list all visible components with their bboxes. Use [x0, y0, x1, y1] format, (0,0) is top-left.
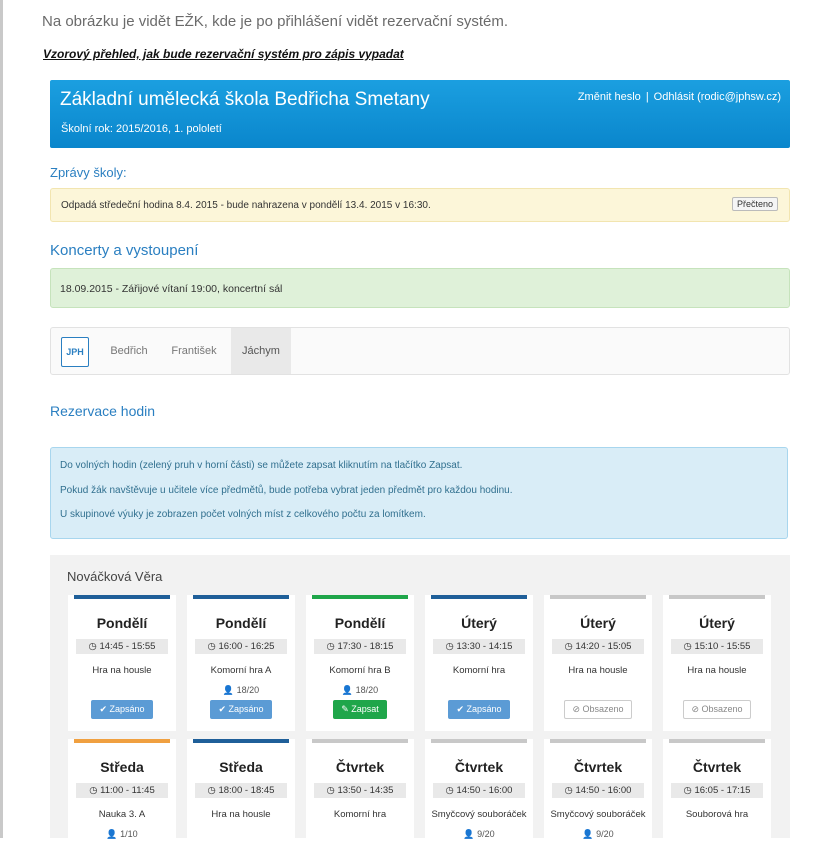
slot-capacity-value: 1/10: [120, 829, 138, 839]
booked-button[interactable]: [210, 700, 271, 719]
slot-time: [552, 783, 644, 798]
slot-time-value: 14:45 - 15:55: [99, 641, 156, 652]
slot-status-bar: [669, 739, 765, 743]
book-button[interactable]: [333, 700, 387, 719]
slot-status-bar: [74, 739, 170, 743]
slot-subject: Hra na housle: [211, 809, 271, 820]
slot-time: [195, 783, 287, 798]
slot-subject: Smyčcový souboráček: [550, 809, 646, 820]
slot-button-label: Zapsáno: [109, 704, 145, 714]
slot-day: Středa: [219, 759, 263, 775]
slot-time-value: 18:00 - 18:45: [218, 785, 275, 796]
concert-text: 18.09.2015 - Zářijové vítaní 19:00, koncertní sál: [60, 283, 283, 295]
clock-icon: ◷: [89, 785, 101, 796]
reservation-info: [50, 447, 788, 539]
teacher-panel: [50, 555, 790, 838]
slot-card: [425, 739, 533, 849]
jph-logo: JPH: [61, 337, 89, 367]
slot-status-bar: [312, 595, 408, 599]
slot-status-bar: [431, 595, 527, 599]
slot-day: Pondělí: [334, 615, 386, 631]
slot-status-bar: [550, 595, 646, 599]
slot-capacity-value: 9/20: [477, 829, 495, 839]
slot-capacity: [306, 685, 414, 696]
slot-day: Pondělí: [215, 615, 267, 631]
info-line-3: U skupinové výuky je zobrazen počet volných míst z celkového počtu za lomítkem.: [60, 509, 426, 520]
slot-time: [671, 783, 763, 798]
check-icon: ✔: [456, 704, 467, 714]
students-tabs: [50, 327, 790, 375]
slot-day: Středa: [100, 759, 144, 775]
slot-status-bar: [193, 595, 289, 599]
clock-icon: ◷: [445, 785, 457, 796]
slot-status-bar: [550, 739, 646, 743]
user-icon: 👤: [341, 685, 356, 695]
slot-subject: Souborová hra: [685, 809, 749, 820]
slot-time-value: 11:00 - 11:45: [100, 785, 155, 796]
slot-time: [314, 639, 406, 654]
concerts-title: Koncerty a vystoupení: [50, 242, 199, 259]
slot-time-value: 13:50 - 14:35: [337, 785, 394, 796]
slot-subject: Komorní hra: [333, 809, 387, 820]
clock-icon: ◷: [88, 641, 100, 652]
slot-time-value: 14:20 - 15:05: [575, 641, 632, 652]
header-separator: |: [645, 91, 649, 103]
slot-card: [544, 739, 652, 849]
full-button: [683, 700, 750, 719]
ban-icon: ⊘: [691, 704, 702, 714]
screenshot-area: [42, 70, 798, 838]
full-button: [564, 700, 631, 719]
slot-capacity-value: 18/20: [236, 685, 260, 695]
slot-button-label: Zapsat: [351, 704, 379, 714]
mark-read-button[interactable]: Přečteno: [732, 197, 778, 211]
slot-subject: Komorní hra: [452, 665, 506, 676]
slot-status-bar: [74, 595, 170, 599]
header-links: [578, 91, 781, 103]
slot-time-value: 14:50 - 16:00: [456, 785, 513, 796]
teacher-name: Nováčková Věra: [67, 569, 163, 584]
slot-time: [76, 783, 168, 798]
slot-button-label: Obsazeno: [701, 704, 743, 714]
clock-icon: ◷: [445, 641, 457, 652]
slot-capacity-value: 18/20: [355, 685, 379, 695]
slot-card: [187, 595, 295, 731]
school-header: [50, 80, 790, 148]
slot-time: [671, 639, 763, 654]
check-icon: ✔: [218, 704, 229, 714]
slot-subject: Hra na housle: [568, 665, 628, 676]
pencil-icon: ✎: [341, 704, 352, 714]
clock-icon: ◷: [683, 641, 695, 652]
slot-subject: Komorní hra A: [210, 665, 272, 676]
slot-subject: Hra na housle: [687, 665, 747, 676]
slot-button-label: Obsazeno: [582, 704, 624, 714]
slot-status-bar: [669, 595, 765, 599]
slot-card: [544, 595, 652, 731]
slot-time-value: 13:30 - 14:15: [456, 641, 513, 652]
slot-status-bar: [431, 739, 527, 743]
user-icon: 👤: [222, 685, 237, 695]
slot-card: [68, 595, 176, 731]
info-line-1: Do volných hodin (zelený pruh v horní části) se můžete zapsat kliknutím na tlačítko Zapsat.: [60, 460, 463, 471]
news-title: Zprávy školy:: [50, 165, 127, 180]
slot-day: Čtvrtek: [454, 759, 504, 775]
slot-subject: Komorní hra B: [329, 665, 391, 676]
tab-jachym[interactable]: Jáchym: [231, 328, 291, 374]
slot-capacity: [187, 685, 295, 696]
slot-day: Čtvrtek: [573, 759, 623, 775]
change-password-link[interactable]: Změnit heslo: [577, 91, 641, 103]
check-icon: ✔: [99, 704, 110, 714]
slot-day: Pondělí: [96, 615, 148, 631]
slot-capacity-value: 9/20: [596, 829, 614, 839]
slot-day: Čtvrtek: [335, 759, 385, 775]
slot-card: [663, 739, 771, 849]
logout-link[interactable]: Odhlásit (rodic@jphsw.cz): [653, 91, 781, 103]
slot-card: [425, 595, 533, 731]
clock-icon: ◷: [326, 785, 338, 796]
slot-subject: Nauka 3. A: [98, 809, 146, 820]
intro-text: Na obrázku je vidět EŽK, kde je po přihlášení vidět rezervační systém.: [42, 13, 509, 30]
slot-capacity: [544, 829, 652, 840]
clock-icon: ◷: [207, 641, 219, 652]
reservation-title: Rezervace hodin: [50, 403, 156, 419]
slot-time: [552, 639, 644, 654]
slot-button-label: Zapsáno: [466, 704, 502, 714]
slot-time: [195, 639, 287, 654]
booked-button[interactable]: [91, 700, 152, 719]
slot-time: [76, 639, 168, 654]
slot-day: Úterý: [699, 615, 735, 631]
ban-icon: ⊘: [572, 704, 583, 714]
slot-time: [433, 639, 525, 654]
clock-icon: ◷: [207, 785, 219, 796]
clock-icon: ◷: [564, 641, 576, 652]
news-text: Odpadá středeční hodina 8.4. 2015 - bude nahrazena v pondělí 13.4. 2015 v 16:30.: [61, 200, 431, 211]
slot-card: [68, 739, 176, 849]
school-year: Školní rok: 2015/2016, 1. pololetí: [61, 123, 222, 135]
concert-alert: [50, 268, 790, 308]
booked-button[interactable]: [448, 700, 509, 719]
slot-time-value: 17:30 - 18:15: [337, 641, 394, 652]
info-line-2: Pokud žák navštěvuje u učitele více předmětů, bude potřeba vybrat jeden předmět pro každou hodinu.: [60, 485, 513, 496]
slot-time-value: 15:10 - 15:55: [694, 641, 751, 652]
user-icon: 👤: [582, 829, 597, 839]
slot-subject: Smyčcový souboráček: [431, 809, 527, 820]
page-left-border: [0, 0, 3, 838]
slot-time: [433, 783, 525, 798]
school-name: Základní umělecká škola Bedřicha Smetany: [60, 89, 430, 110]
slot-time-value: 16:05 - 17:15: [694, 785, 751, 796]
slot-day: Úterý: [461, 615, 497, 631]
news-alert: [50, 188, 790, 222]
slot-status-bar: [193, 739, 289, 743]
slot-day: Čtvrtek: [692, 759, 742, 775]
slot-subject: Hra na housle: [92, 665, 152, 676]
slot-capacity: [68, 829, 176, 840]
slot-time-value: 14:50 - 16:00: [575, 785, 632, 796]
slot-time: [314, 783, 406, 798]
slot-capacity: [425, 829, 533, 840]
tab-bedrich[interactable]: Bedřich: [110, 345, 148, 357]
slot-card: [187, 739, 295, 849]
slot-button-label: Zapsáno: [228, 704, 264, 714]
tab-frantisek[interactable]: František: [171, 345, 217, 357]
clock-icon: ◷: [326, 641, 338, 652]
slot-card: [306, 595, 414, 731]
slot-card: [663, 595, 771, 731]
slot-day: Úterý: [580, 615, 616, 631]
clock-icon: ◷: [564, 785, 576, 796]
user-icon: 👤: [106, 829, 121, 839]
user-icon: 👤: [463, 829, 478, 839]
slot-status-bar: [312, 739, 408, 743]
slot-card: [306, 739, 414, 849]
slot-time-value: 16:00 - 16:25: [218, 641, 275, 652]
subintro-text: Vzorový přehled, jak bude rezervační systém pro zápis vypadat: [43, 47, 404, 61]
clock-icon: ◷: [683, 785, 695, 796]
